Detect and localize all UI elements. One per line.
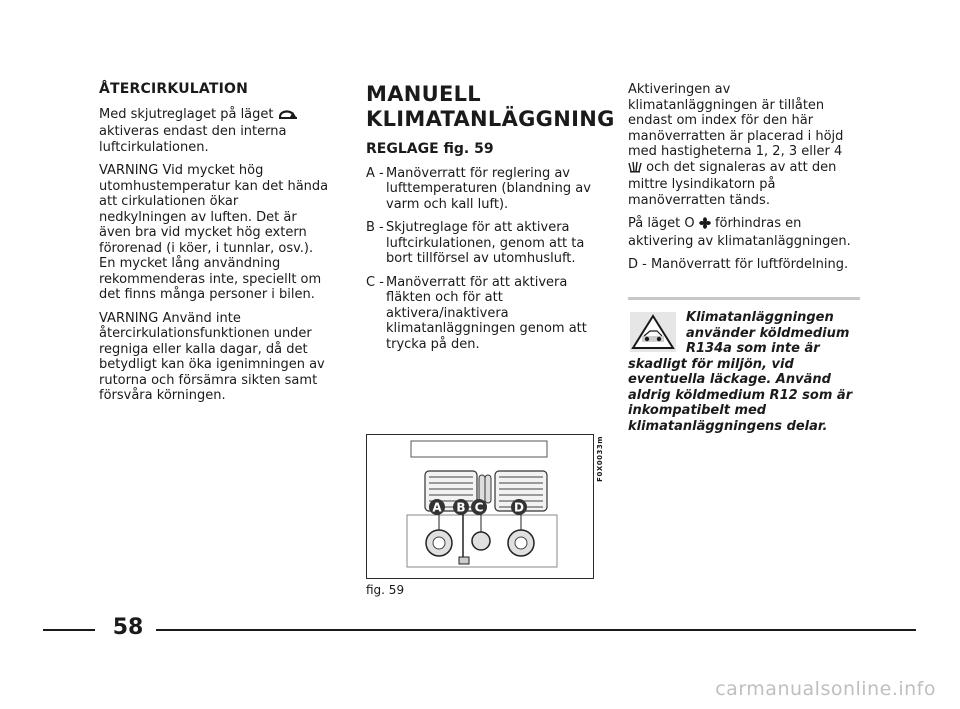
paragraph-control-d: D - Manöverratt för luftfördelning. [628,257,849,272]
recirculation-icon [278,108,298,125]
list-item: A - Manöverratt för reglering av lufttemperaturen (blandning av varm och kall luft). [366,165,591,212]
warning-box [628,297,860,434]
column-recirculation [99,82,329,412]
label-c: C [474,500,484,515]
figure-code: F0X0033m [596,436,604,482]
section-heading: ÅTERCIRKULATION [99,81,249,97]
label-d: D [514,500,524,515]
figure-caption: fig. 59 [366,583,405,597]
figure-59 [366,434,594,579]
watermark: carmanualsonline.info [715,678,936,700]
paragraph-activation: Aktiveringen av klimatanläggningen är tillåten endast om index för den här manöverratten är placerad i höjd med hastigheterna 1, 2, 3 eller 4 och det signaleras av att den mittre lysindikatorn på manöverratten tänds. [628,82,844,208]
label-a: A [432,500,442,515]
paragraph-warning-2: VARNING Använd inte återcirkulationsfunktionen under regniga eller kalla dagar, då det betydligt kan öka igenimningen av rutorna och försämra sikten samt försvåra körningen. [99,310,325,403]
warning-triangle-icon [630,312,676,352]
list-item: C - Manöverratt för att aktivera fläkten och för att aktivera/inaktivera klimatanläggningen genom att trycka på den. [366,274,587,352]
footer-rule-left [43,629,95,631]
warning-text: Klimatanläggningen använder köldmedium R134a som inte är skadligt för miljön, vid eventuella läckage. Använd aldrig köldmedium R12 som är inkompatibelt med klimatanläggningens delar. [628,310,853,434]
controls-subheading: REGLAGE fig. 59 [366,141,494,157]
air-outlet-icon [628,161,642,178]
fan-icon [699,217,711,234]
paragraph-recirculation: Med skjutreglaget på läget aktiveras endast den interna luftcirkulationen. [99,107,329,156]
paragraph-warning-1: VARNING Vid mycket hög utomhustemperatur kan det hända att cirkulationen ökar nedkylningen av luften. Det är även bra vid mycket hög extern förorenad (i köer, i tunnlar, osv.). En mycket lång användning rekommenderas inte, speciellt om det finns många personer i bilen. [99,163,329,302]
page-title: MANUELL KLIMATANLÄGGNING [366,82,615,131]
paragraph-position-off: På läget O förhindras en aktivering av klimatanläggningen. [628,216,851,249]
column-manual-climate [366,82,615,360]
label-b: B [456,500,466,515]
column-activation [628,82,860,281]
page-number: 58 [112,615,144,640]
footer-rule-right [156,629,916,631]
climate-panel-illustration [367,435,592,577]
list-item: B - Skjutreglage för att aktivera luftcirkulationen, genom att ta bort tillförsel av utomhusluft. [366,220,585,266]
